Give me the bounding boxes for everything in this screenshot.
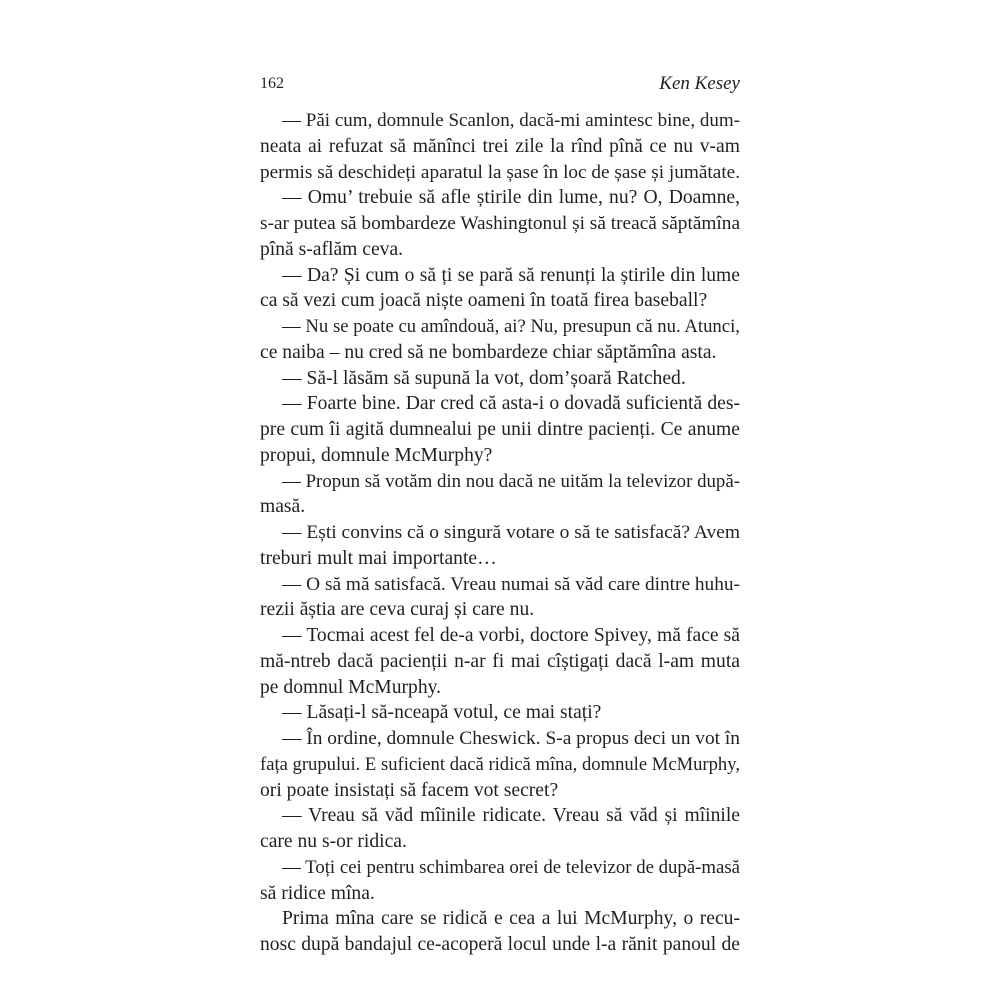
text-line: mă-ntreb dacă pacienții n-ar fi mai cîștigați dacă l-am muta	[260, 650, 740, 672]
text-line: — În ordine, domnule Cheswick. S-a propus deci un vot în	[282, 728, 740, 749]
page-header	[260, 72, 740, 96]
text-line: — Tocmai acest fel de-a vorbi, doctore Spivey, mă face să	[282, 625, 740, 646]
text-line: — O să mă satisfacă. Vreau numai să văd care dintre huhu-	[282, 573, 740, 595]
text-line: care nu s-or ridica.	[260, 831, 407, 852]
text-line: — Să-l lăsăm să supună la vot, dom’șoară Ratched.	[282, 367, 686, 389]
text-line: ca să vezi cum joacă niște oameni în toată firea baseball?	[260, 290, 708, 312]
text-line: fața grupului. E suficient dacă ridică mîna, domnule McMurphy,	[260, 753, 740, 775]
text-line: — Foarte bine. Dar cred că asta-i o dovadă suficientă des-	[282, 393, 740, 415]
text-line: — Vreau să văd mîinile ridicate. Vreau să văd și mîinile	[282, 805, 740, 827]
text-line: — Propun să votăm din nou dacă ne uităm la televizor după-	[282, 470, 740, 492]
text-line: pre cum îi agită dumnealui pe unii dintre pacienți. Ce anume	[260, 419, 740, 440]
text-line: Prima mîna care se ridică e cea a lui McMurphy, o recu-	[282, 908, 740, 930]
text-line: să ridice mîna.	[260, 882, 375, 904]
text-line: pînă s-aflăm ceva.	[260, 238, 404, 260]
body-text	[260, 108, 740, 958]
text-line: — Toți cei pentru schimbarea orei de televizor de după-masă	[282, 856, 740, 878]
text-line: nosc după bandajul ce-acoperă locul unde l-a rănit panoul de	[260, 934, 740, 955]
text-line: propui, domnule McMurphy?	[260, 444, 493, 466]
text-line: s-ar putea să bombardeze Washingtonul și să treacă săptămîna	[260, 213, 741, 234]
text-line: — Da? Și cum o să ți se pară să renunți la știrile din lume	[282, 264, 740, 286]
text-line: — Nu se poate cu amîndouă, ai? Nu, presupun că nu. Atunci,	[282, 316, 740, 337]
text-line: ce naiba – nu cred să ne bombardeze chiar săptămîna asta.	[260, 341, 717, 363]
text-line: ori poate insistați să facem vot secret?	[260, 779, 559, 801]
text-line: treburi mult mai importante…	[260, 547, 497, 569]
text-line: — Ești convins că o singură votare o să te satisfacă? Avem	[282, 522, 740, 543]
text-line: permis să deschideți aparatul la șase în loc de șase și jumătate.	[260, 161, 741, 183]
text-line: — Lăsați-l să-nceapă votul, ce mai stați?	[282, 702, 602, 724]
text-line: neata ai refuzat să mănînci trei zile la rînd pînă ce nu v-am	[260, 135, 740, 157]
text-line: rezii ăștia are ceva curaj și care nu.	[260, 599, 535, 621]
text-line: masă.	[260, 496, 306, 518]
text-line: — Păi cum, domnule Scanlon, dacă-mi amintesc bine, dum-	[282, 110, 740, 131]
text-line: — Omu’ trebuie să afle știrile din lume, nu? O, Doamne,	[282, 187, 740, 209]
page-number: 162	[260, 75, 284, 92]
text-line: pe domnul McMurphy.	[260, 676, 442, 698]
running-head-author: Ken Kesey	[659, 73, 740, 94]
